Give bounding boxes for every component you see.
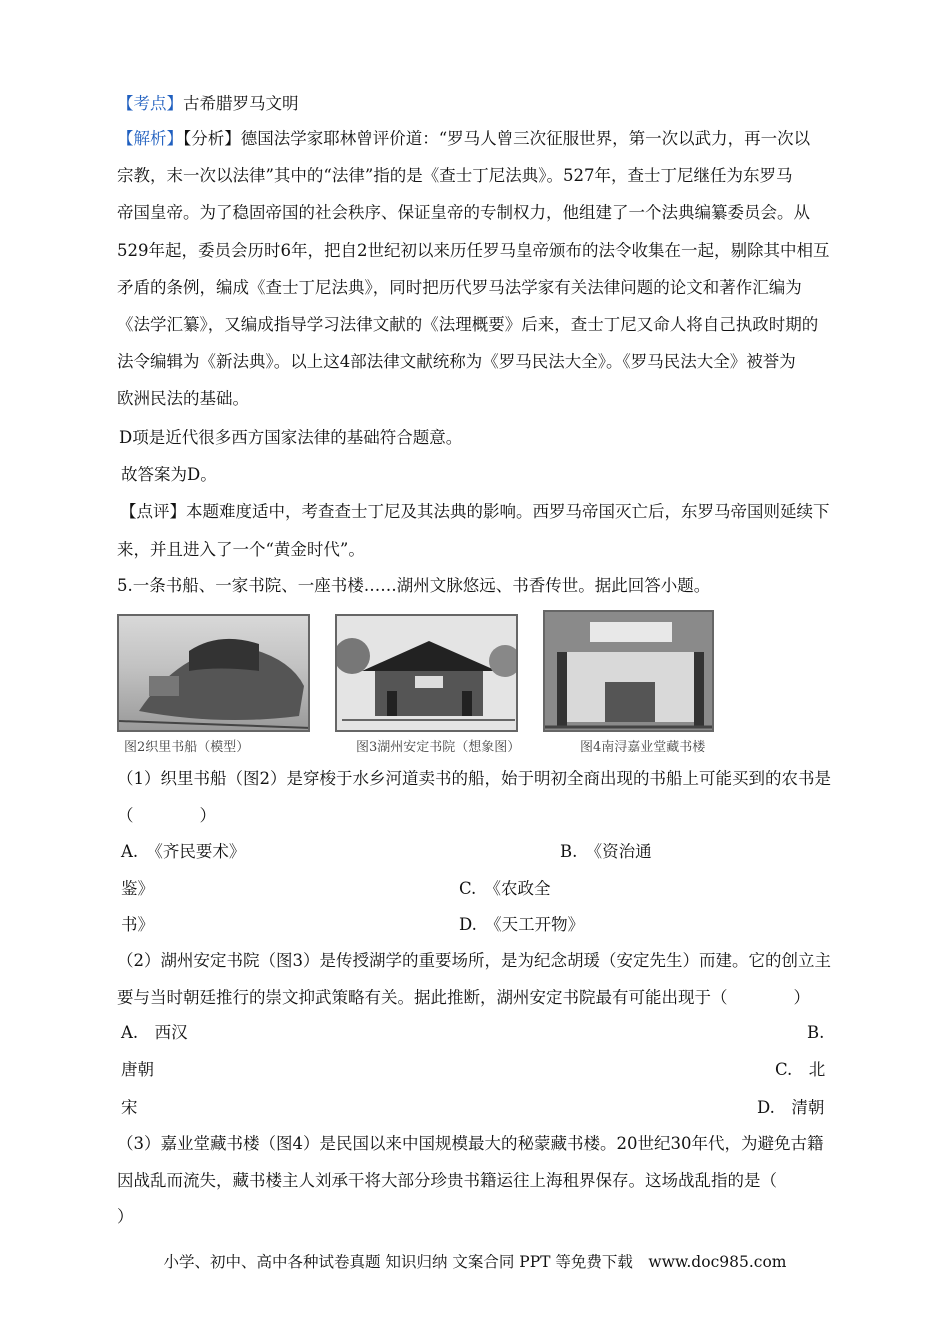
- q5-sub1-line-1: （1）织里书船（图2）是穿梭于水乡河道卖书的船，始于明初全商出现的书船上可能买到的农书是: [117, 769, 831, 788]
- jiexi-line-8: 欧洲民法的基础。: [117, 389, 249, 408]
- q5-sub2-line-1: （2）湖州安定书院（图3）是传授湖学的重要场所，是为纪念胡瑗（安定先生）而建。它的创立主: [117, 951, 831, 970]
- q5-sub1-option-d[interactable]: D. 《天工开物》: [459, 915, 585, 934]
- jiexi-line-4: 529年起，委员会历时6年，把自2世纪初以来历任罗马皇帝颁布的法令收集在一起，剔除其中相互: [117, 241, 830, 260]
- q5-stem: 5.一条书船、一家书院、一座书楼……湖州文脉悠远、书香传世。据此回答小题。: [117, 576, 711, 595]
- q5-sub1-line-2: （ ）: [117, 806, 216, 825]
- q5-sub2-option-c-cont: 宋: [121, 1098, 138, 1117]
- jiexi-line-2: 宗教，末一次以法律”其中的“法律”指的是《查士丁尼法典》。527年，查士丁尼继任为东罗马: [117, 166, 793, 185]
- figure-3-caption: 图3湖州安定书院（想象图）: [356, 740, 521, 755]
- kaodian-line: [117, 94, 299, 114]
- q5-sub1-option-c-cont: 书》: [121, 915, 154, 934]
- dianping-text-1: 本题难度适中，考查查士丁尼及其法典的影响。西罗马帝国灭亡后，东罗马帝国则延续下: [186, 502, 830, 521]
- figure-4-caption: 图4南浔嘉业堂藏书楼: [580, 740, 706, 755]
- academy-illustration: [337, 616, 518, 732]
- q5-sub1-option-b[interactable]: B. 《资治通: [560, 842, 652, 861]
- q5-sub3-line-1: （3）嘉业堂藏书楼（图4）是民国以来中国规模最大的秘蒙藏书楼。20世纪30年代，为避免古籍: [117, 1134, 824, 1153]
- dianping-tag: 【点评】: [120, 502, 186, 521]
- dianping-line-2: 来，并且进入了一个“黄金时代”。: [117, 540, 365, 559]
- jiexi-text-1: 【分析】德国法学家耶林曾评价道：“罗马人曾三次征服世界，第一次以武力，再一次以: [183, 129, 811, 148]
- figure-2-caption: 图2织里书船（模型）: [124, 740, 250, 755]
- q5-sub2-option-c[interactable]: C. 北: [775, 1060, 826, 1079]
- figure-3-academy-drawing: [335, 614, 518, 732]
- jiexi-line-1: [117, 129, 810, 149]
- q5-sub2-option-b-cont: 唐朝: [121, 1060, 154, 1079]
- jiexi-line-5: 矛盾的条例，编成《查士丁尼法典》，同时把历代罗马法学家有关法律问题的论文和著作汇编为: [117, 278, 802, 297]
- q5-sub2-option-a[interactable]: A. 西汉: [121, 1023, 188, 1042]
- boat-illustration: [119, 616, 310, 732]
- figure-4-library-photo: [543, 610, 714, 732]
- jiexi-tag: 【解析】: [117, 129, 183, 148]
- page-footer: 小学、初中、高中各种试卷真题 知识归纳 文案合同 PPT 等免费下载 www.doc985.com: [163, 1253, 787, 1271]
- dianping-line-1: [120, 502, 830, 522]
- kaodian-text: 古希腊罗马文明: [183, 94, 299, 113]
- jiexi-d-line: D项是近代很多西方国家法律的基础符合题意。: [119, 428, 463, 447]
- q5-sub2-line-2: 要与当时朝廷推行的崇文抑武策略有关。据此推断，湖州安定书院最有可能出现于（ ）: [117, 988, 810, 1007]
- q5-sub2-option-b[interactable]: B.: [807, 1023, 825, 1042]
- q5-sub1-option-c[interactable]: C. 《农政全: [459, 879, 551, 898]
- q5-sub3-line-3: ）: [117, 1207, 134, 1226]
- q5-sub1-option-a[interactable]: A. 《齐民要术》: [121, 842, 246, 861]
- jiexi-line-6: 《法学汇纂》，又编成指导学习法律文献的《法理概要》后来，查士丁尼又命人将自己执政时期的: [117, 315, 819, 334]
- figure-2-boat-photo: [117, 614, 310, 732]
- q5-sub1-option-b-cont: 鉴》: [121, 879, 154, 898]
- jiexi-line-7: 法令编辑为《新法典》。以上这4部法律文献统称为《罗马民法大全》。《罗马民法大全》被誉为: [117, 352, 796, 371]
- kaodian-tag: 【考点】: [117, 94, 183, 113]
- q5-sub3-line-2: 因战乱而流失，藏书楼主人刘承干将大部分珍贵书籍运往上海租界保存。这场战乱指的是（: [117, 1171, 777, 1190]
- jiexi-line-3: 帝国皇帝。为了稳固帝国的社会秩序、保证皇帝的专制权力，他组建了一个法典编纂委员会。从: [117, 203, 810, 222]
- library-illustration: [545, 612, 714, 732]
- q5-sub2-option-d[interactable]: D. 清朝: [757, 1098, 825, 1117]
- jiexi-answer: 故答案为D。: [121, 465, 217, 484]
